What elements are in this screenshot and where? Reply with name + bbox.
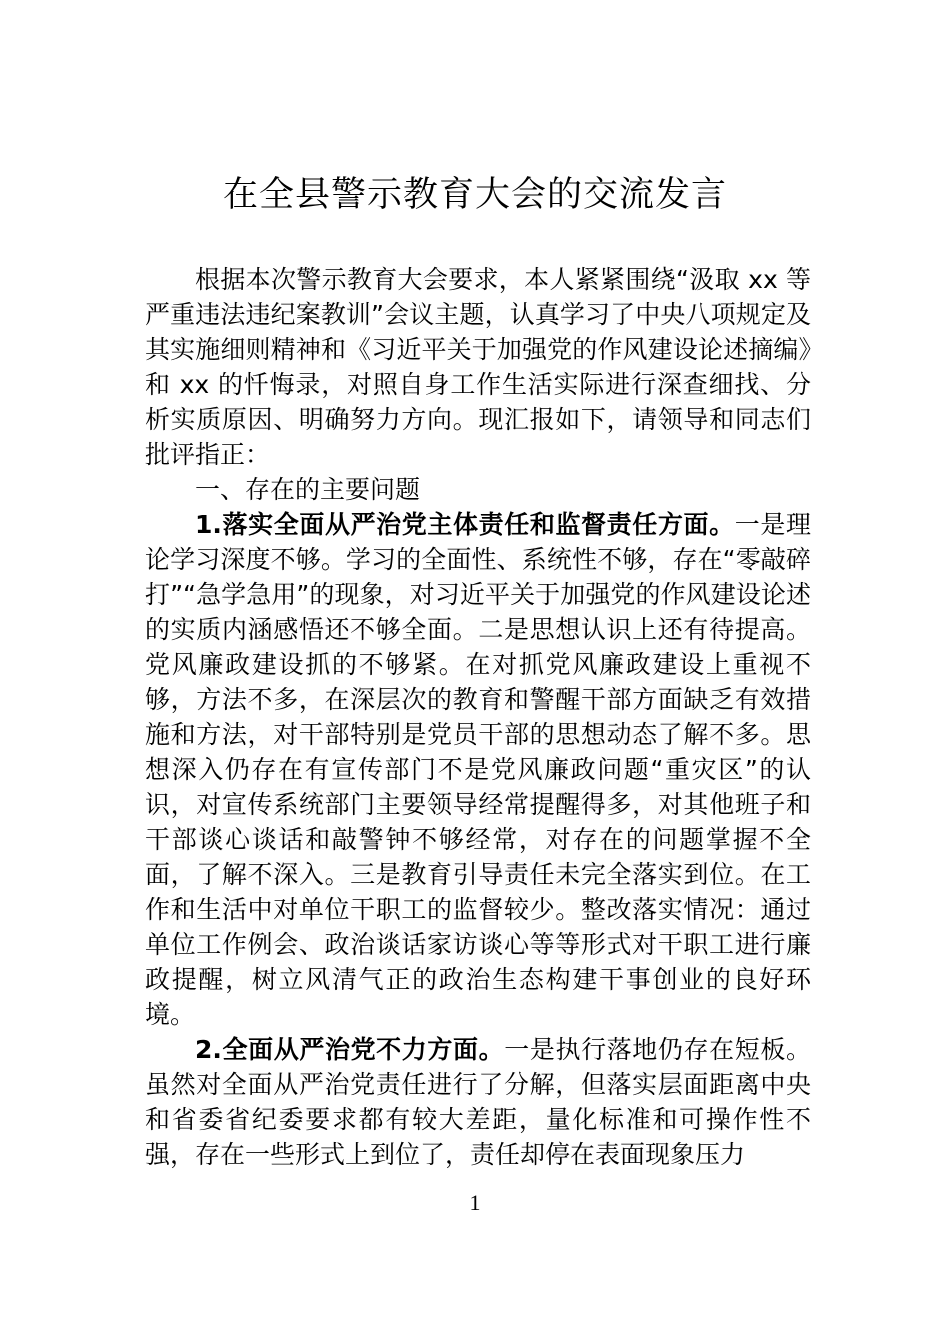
paragraph-text: 根据本次警示教育大会要求，本人紧紧围绕“汲取 xx 等严重违法违纪案教训”会议主题，认真学习了中央八项规定及其实施细则精神和《习近平关于加强党的作风建设论述摘编》和 xx 的忏悔录，对照自身工作生活实际进行深查细找、分析实质原因、明确努力方向。现汇报如下，请领导和同志们批评指正： (145, 265, 811, 469)
paragraph-text: 一是执行落地仍存在短板。虽然对全面从严治党责任进行了分解，但落实层面距离中央和省委省纪委要求都有较大差距，量化标准和可操作性不强，存在一些形式上到位了，责任却停在表面现象压力 (145, 1035, 811, 1169)
section-heading (145, 472, 811, 507)
paragraph-lead: 2.全面从严治党不力方面。 (195, 1035, 505, 1064)
document-title: 在全县警示教育大会的交流发言 (222, 175, 727, 215)
document-body (145, 262, 811, 1172)
paragraph-text: 一、存在的主要问题 (195, 475, 421, 504)
problem-paragraph-2 (145, 1032, 811, 1172)
paragraph-lead: 1.落实全面从严治党主体责任和监督责任方面。 (195, 510, 735, 539)
problem-paragraph-1 (145, 507, 811, 1032)
page-number: 1 (469, 1190, 481, 1215)
paragraph-text: 一是理论学习深度不够。学习的全面性、系统性不够，存在“零敲碎打”“急学急用”的现象，对习近平关于加强党的作风建设论述的实质内涵感悟还不够全面。二是思想认识上还有待提高。党风廉政建设抓的不够紧。在对抓党风廉政建设上重视不够，方法不多，在深层次的教育和警醒干部方面缺乏有效措施和方法，对干部特别是党员干部的思想动态了解不多。思想深入仍存在有宣传部门不是党风廉政问题“重灾区”的认识，对宣传系统部门主要领导经常提醒得多，对其他班子和干部谈心谈话和敲警钟不够经常，对存在的问题掌握不全面，了解不深入。三是教育引导责任未完全落实到位。在工作和生活中对单位干职工的监督较少。整改落实情况：通过单位工作例会、政治谈话家访谈心等等形式对干职工进行廉政提醒，树立风清气正的政治生态构建干事创业的良好环境。 (145, 510, 811, 1029)
intro-paragraph (145, 262, 811, 472)
